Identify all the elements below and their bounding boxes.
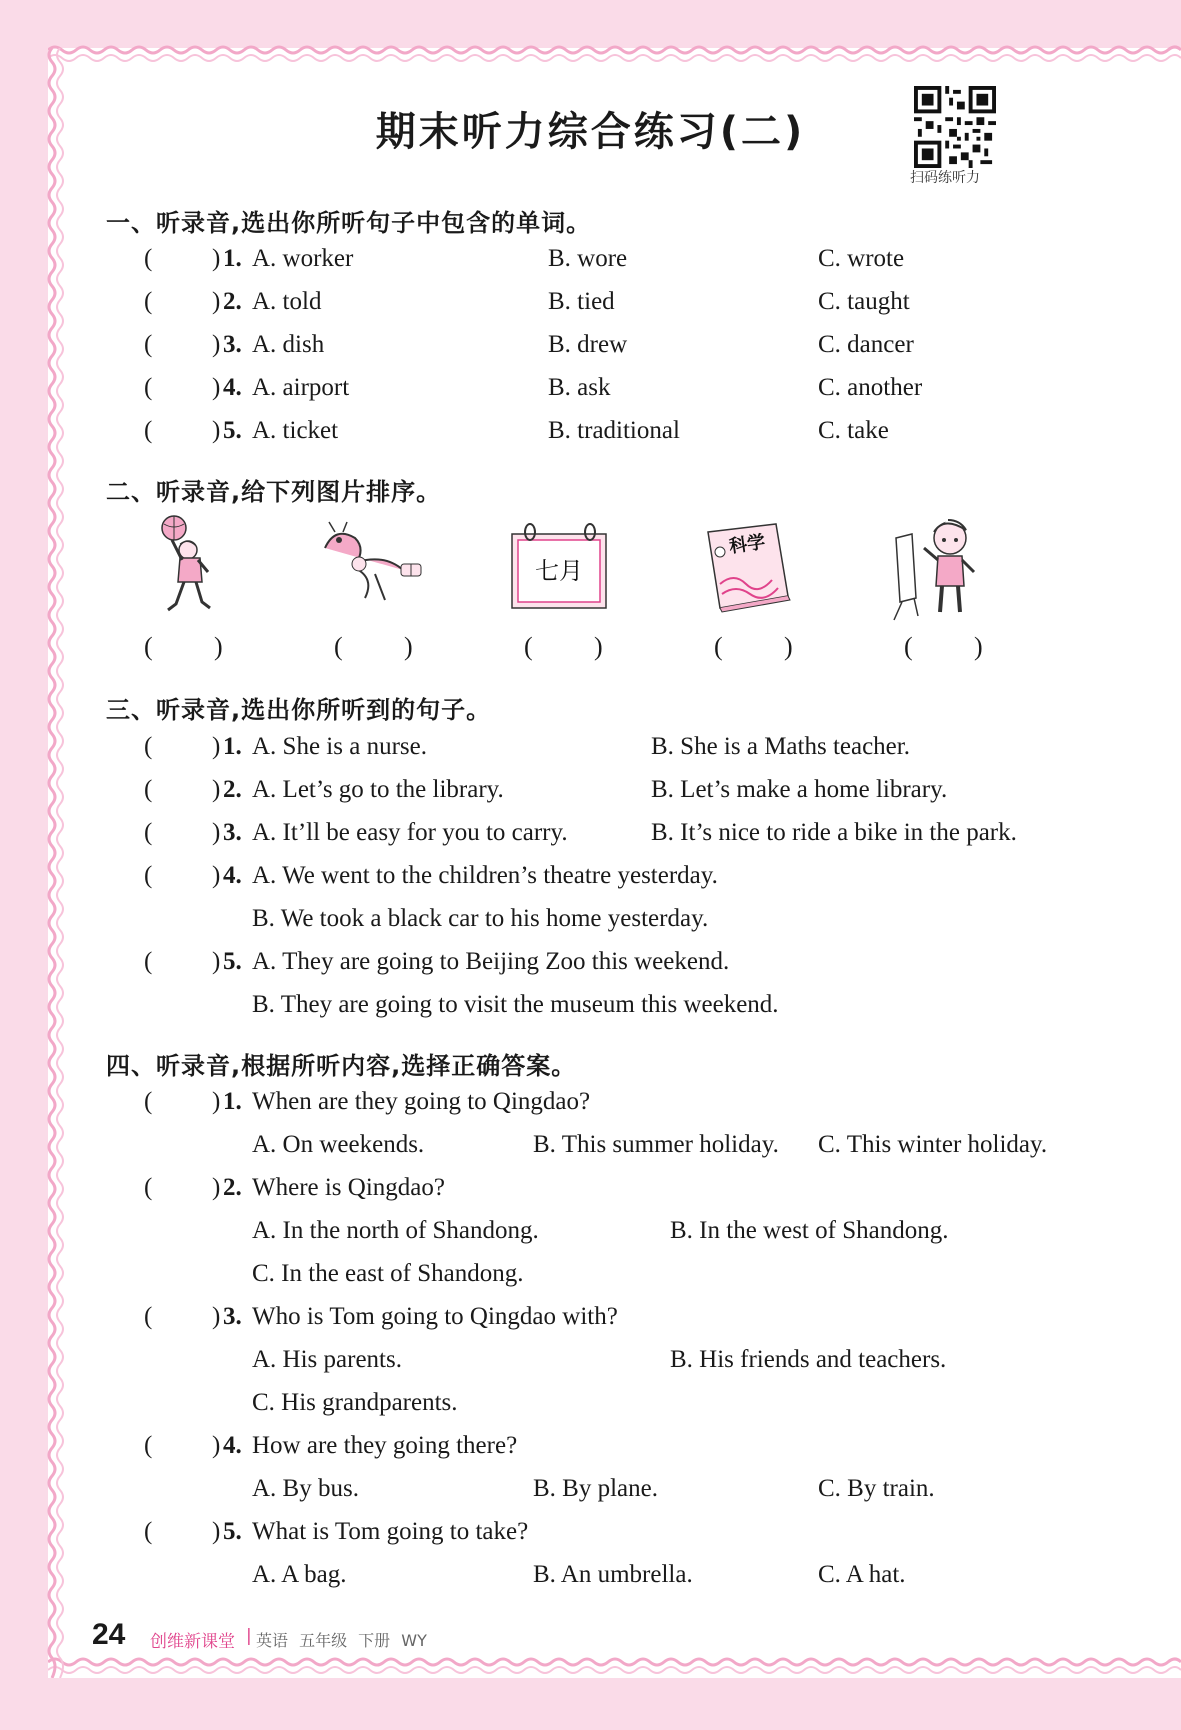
footer-separator: |	[246, 1626, 252, 1646]
picture-answer-bracket-close: )	[784, 632, 793, 661]
section-1-heading: 一、听录音,选出你所听句子中包含的单词。	[106, 209, 592, 237]
option-b: B. drew	[548, 331, 628, 358]
answer-bracket-open: (	[144, 1303, 153, 1330]
option-b: B. She is a Maths teacher.	[651, 733, 910, 760]
option-b: B. An umbrella.	[533, 1561, 693, 1588]
answer-blank[interactable]	[158, 374, 212, 406]
option-b: B. Let’s make a home library.	[651, 776, 948, 803]
answer-bracket-close: )	[212, 1174, 221, 1201]
answer-blank[interactable]	[158, 819, 212, 851]
option-a: A. ticket	[252, 417, 339, 444]
option-b: B. By plane.	[533, 1475, 658, 1502]
picture-answer-blank[interactable]	[348, 632, 400, 664]
picture-answer-bracket-close: )	[974, 632, 983, 661]
picture-answer-bracket-close: )	[214, 632, 223, 661]
answer-bracket-open: (	[144, 417, 153, 444]
question-number: 1.	[223, 1088, 242, 1115]
picture-answer-blank[interactable]	[918, 632, 970, 664]
answer-blank[interactable]	[158, 776, 212, 808]
option-c: C. take	[818, 417, 889, 444]
option-b: B. ask	[548, 374, 611, 401]
answer-bracket-close: )	[212, 733, 221, 760]
answer-bracket-close: )	[212, 417, 221, 444]
question-text: Who is Tom going to Qingdao with?	[252, 1303, 618, 1330]
answer-blank[interactable]	[158, 331, 212, 363]
answer-bracket-open: (	[144, 948, 153, 975]
option-a: A. Let’s go to the library.	[252, 776, 504, 803]
option-b: B. wore	[548, 245, 628, 272]
option-c: C. dancer	[818, 331, 914, 358]
question-number: 5.	[223, 1518, 242, 1545]
option-b: B. It’s nice to ride a bike in the park.	[651, 819, 1017, 846]
answer-bracket-open: (	[144, 819, 153, 846]
answer-bracket-close: )	[212, 1518, 221, 1545]
option-c: C. By train.	[818, 1475, 935, 1502]
question-number: 1.	[223, 733, 242, 760]
answer-bracket-open: (	[144, 862, 153, 889]
answer-bracket-close: )	[212, 948, 221, 975]
option-c: C. taught	[818, 288, 910, 315]
answer-bracket-close: )	[212, 862, 221, 889]
option-c: C. another	[818, 374, 923, 401]
section-4-heading: 四、听录音,根据所听内容,选择正确答案。	[106, 1052, 577, 1080]
picture-answer-blank[interactable]	[158, 632, 210, 664]
option-a: A. It’ll be easy for you to carry.	[252, 819, 568, 846]
answer-blank[interactable]	[158, 1518, 212, 1550]
answer-blank[interactable]	[158, 1303, 212, 1335]
answer-blank[interactable]	[158, 288, 212, 320]
question-number: 4.	[223, 1432, 242, 1459]
answer-blank[interactable]	[158, 733, 212, 765]
calendar-picture	[508, 522, 612, 614]
option-b: B. In the west of Shandong.	[670, 1217, 949, 1244]
option-c: C. His grandparents.	[252, 1389, 458, 1416]
option-a: A. By bus.	[252, 1475, 359, 1502]
section-3-heading: 三、听录音,选出你所听到的句子。	[106, 696, 492, 724]
calendar-label: 七月	[535, 557, 583, 585]
answer-bracket-open: (	[144, 776, 153, 803]
answer-bracket-close: )	[212, 245, 221, 272]
question-number: 4.	[223, 862, 242, 889]
option-b: B. traditional	[548, 417, 680, 444]
option-a: A. told	[252, 288, 322, 315]
answer-bracket-close: )	[212, 1303, 221, 1330]
option-c: C. A hat.	[818, 1561, 906, 1588]
question-number: 3.	[223, 819, 242, 846]
option-a: A. airport	[252, 374, 350, 401]
option-a: A. On weekends.	[252, 1131, 425, 1158]
answer-bracket-open: (	[144, 331, 153, 358]
picture-answer-bracket-open: (	[524, 632, 533, 661]
brand-name: 创维新课堂	[150, 1632, 235, 1652]
answer-bracket-close: )	[212, 819, 221, 846]
question-number: 4.	[223, 374, 242, 401]
book-label: 科学	[727, 531, 767, 558]
question-text: What is Tom going to take?	[252, 1518, 529, 1545]
science-book-picture	[700, 522, 792, 614]
option-b: B. We took a black car to his home yesterday.	[252, 905, 709, 932]
qr-caption: 扫码练听力	[910, 170, 980, 186]
answer-blank[interactable]	[158, 245, 212, 277]
question-number: 3.	[223, 331, 242, 358]
option-a: A. dish	[252, 331, 325, 358]
answer-bracket-open: (	[144, 288, 153, 315]
answer-bracket-close: )	[212, 288, 221, 315]
option-a: A. We went to the children’s theatre yesterday.	[252, 862, 718, 889]
answer-bracket-open: (	[144, 1088, 153, 1115]
answer-blank[interactable]	[158, 862, 212, 894]
question-text: When are they going to Qingdao?	[252, 1088, 591, 1115]
question-number: 3.	[223, 1303, 242, 1330]
answer-blank[interactable]	[158, 1088, 212, 1120]
qr-code-icon[interactable]	[914, 86, 996, 168]
dragon-dance-picture	[315, 518, 425, 610]
picture-answer-bracket-close: )	[404, 632, 413, 661]
question-number: 1.	[223, 245, 242, 272]
picture-answer-bracket-close: )	[594, 632, 603, 661]
answer-bracket-open: (	[144, 1432, 153, 1459]
answer-bracket-close: )	[212, 1088, 221, 1115]
option-c: C. In the east of Shandong.	[252, 1260, 524, 1287]
answer-bracket-close: )	[212, 1432, 221, 1459]
picture-answer-bracket-open: (	[144, 632, 153, 661]
page-number: 24	[92, 1618, 126, 1651]
question-number: 5.	[223, 417, 242, 444]
page-title: 期末听力综合练习(二)	[375, 109, 806, 155]
answer-blank[interactable]	[158, 1174, 212, 1206]
book-info: 英语 五年级 下册 WY	[256, 1631, 427, 1650]
question-number: 2.	[223, 776, 242, 803]
answer-bracket-open: (	[144, 1518, 153, 1545]
option-a: A. In the north of Shandong.	[252, 1217, 539, 1244]
picture-answer-blank[interactable]	[538, 632, 590, 664]
answer-bracket-close: )	[212, 776, 221, 803]
option-a: A. A bag.	[252, 1561, 347, 1588]
answer-bracket-open: (	[144, 245, 153, 272]
option-c: C. wrote	[818, 245, 905, 272]
picture-answer-bracket-open: (	[334, 632, 343, 661]
option-a: A. His parents.	[252, 1346, 402, 1373]
answer-bracket-open: (	[144, 1174, 153, 1201]
answer-blank[interactable]	[158, 417, 212, 449]
question-text: How are they going there?	[252, 1432, 518, 1459]
option-a: A. worker	[252, 245, 354, 272]
answer-bracket-open: (	[144, 374, 153, 401]
question-text: Where is Qingdao?	[252, 1174, 445, 1201]
question-number: 2.	[223, 1174, 242, 1201]
answer-bracket-close: )	[212, 374, 221, 401]
picture-answer-blank[interactable]	[728, 632, 780, 664]
section-2-heading: 二、听录音,给下列图片排序。	[106, 478, 442, 506]
answer-bracket-open: (	[144, 733, 153, 760]
boy-drawing-picture	[888, 512, 984, 622]
option-c: C. This winter holiday.	[818, 1131, 1048, 1158]
question-number: 2.	[223, 288, 242, 315]
girl-basketball-picture	[150, 512, 230, 622]
option-b: B. tied	[548, 288, 615, 315]
answer-blank[interactable]	[158, 1432, 212, 1464]
option-b: B. This summer holiday.	[533, 1131, 779, 1158]
answer-blank[interactable]	[158, 948, 212, 980]
option-a: A. She is a nurse.	[252, 733, 427, 760]
answer-bracket-close: )	[212, 331, 221, 358]
option-b: B. They are going to visit the museum this weekend.	[252, 991, 779, 1018]
option-a: A. They are going to Beijing Zoo this weekend.	[252, 948, 730, 975]
picture-answer-bracket-open: (	[904, 632, 913, 661]
picture-answer-bracket-open: (	[714, 632, 723, 661]
question-number: 5.	[223, 948, 242, 975]
option-b: B. His friends and teachers.	[670, 1346, 947, 1373]
